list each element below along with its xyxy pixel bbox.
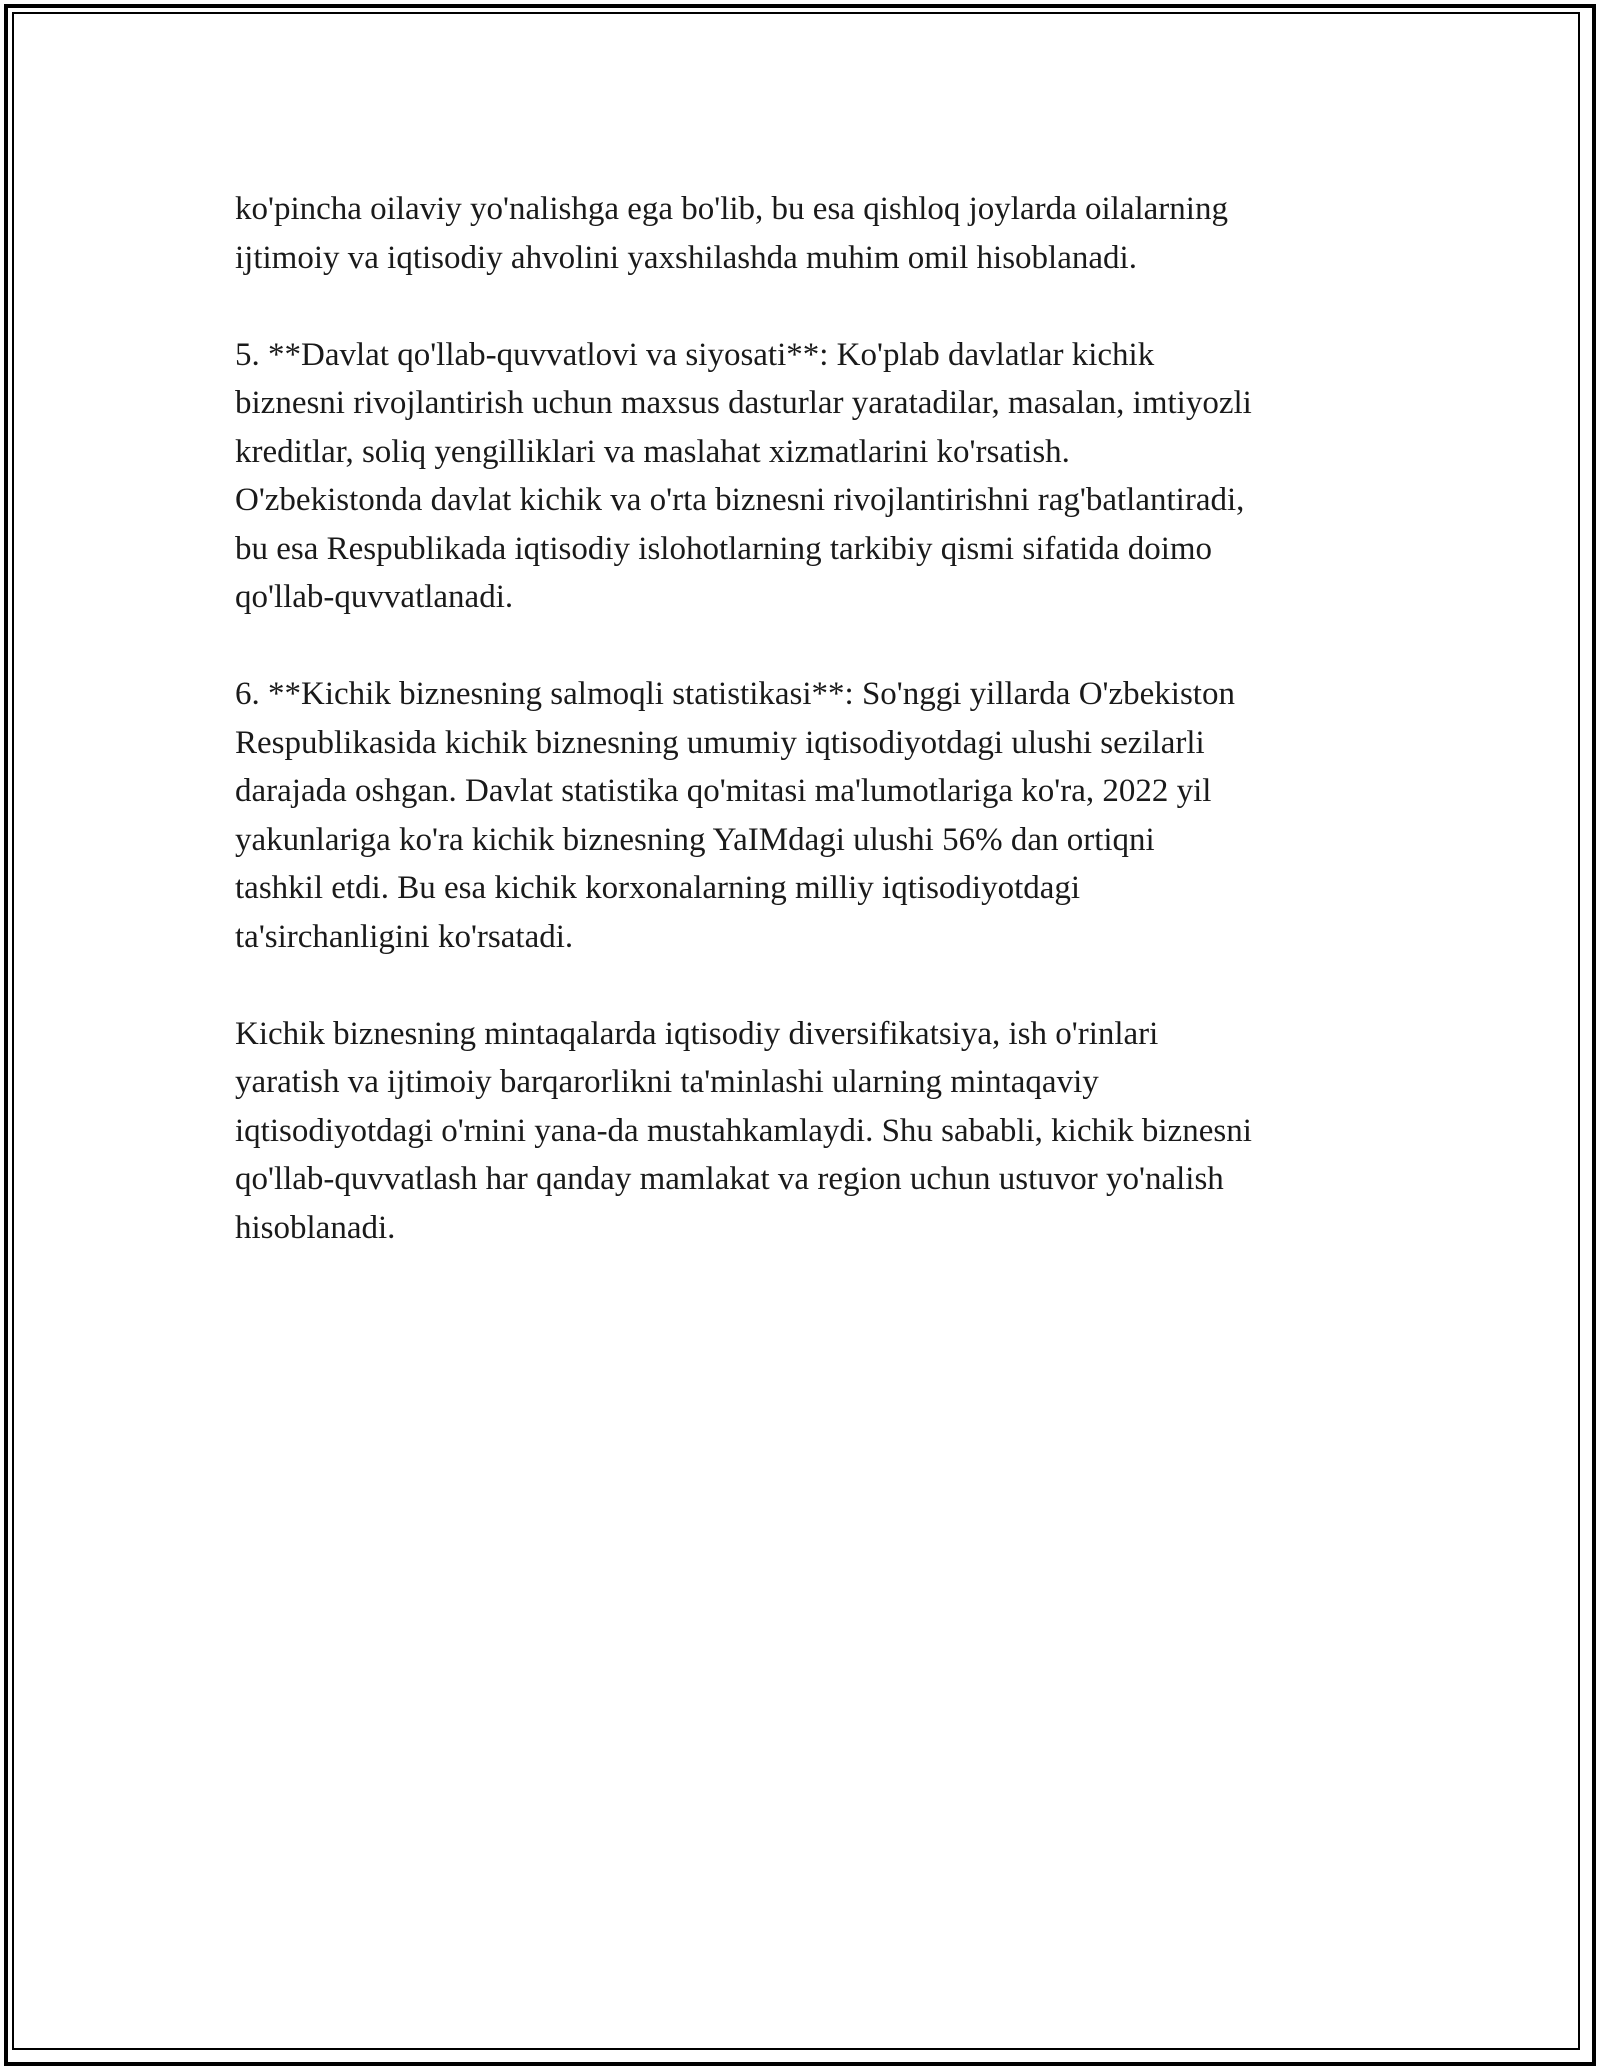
paragraph-government-support: 5. **Davlat qo'llab-quvvatlovi va siyosati**: Ko'plab davlatlar kichik biznesni rivojlantirish uchun maxsus dasturlar yaratadilar, masalan, imtiyozli kreditlar, soliq yengilliklari va maslahat xizmatlarini ko'rsatish. O'zbekistonda davlat kichik va o'rta biznesni rivojlantirishni rag'batlantiradi, bu esa Respublikada iqtisodiy islohotlarning tarkibiy qismi sifatida doimo qo'llab-quvvatlanadi. [235,336,1252,615]
paragraph-conclusion: Kichik biznesning mintaqalarda iqtisodiy diversifikatsiya, ish o'rinlari yaratish va ijtimoiy barqarorlikni ta'minlashi ularning mintaqaviy iqtisodiyotdagi o'rnini yana-da mustahkamlaydi. Shu sababli, kichik biznesni qo'llab-quvvatlash har qanday mamlakat va region uchun ustuvor yo'nalish hisoblanadi. [235,1015,1252,1246]
paragraph-small-business-statistics: 6. **Kichik biznesning salmoqli statistikasi**: So'nggi yillarda O'zbekiston Respublikasida kichik biznesning umumiy iqtisodiyotdagi ulushi sezilarli darajada oshgan. Davlat statistika qo'mitasi ma'lumotlariga ko'ra, 2022 yil yakunlariga ko'ra kichik biznesning YaIMdagi ulushi 56% dan ortiqni tashkil etdi. Bu esa kichik korxonalarning milliy iqtisodiyotdagi ta'sirchanligini ko'rsatadi. [235,676,1235,955]
paragraph-continuation: ko'pincha oilaviy yo'nalishga ega bo'lib, bu esa qishloq joylarda oilalarning ijtimoiy va iqtisodiy ahvolini yaxshilashda muhim omil hisoblanadi. [235,191,1228,276]
document-body [235,185,1385,1301]
